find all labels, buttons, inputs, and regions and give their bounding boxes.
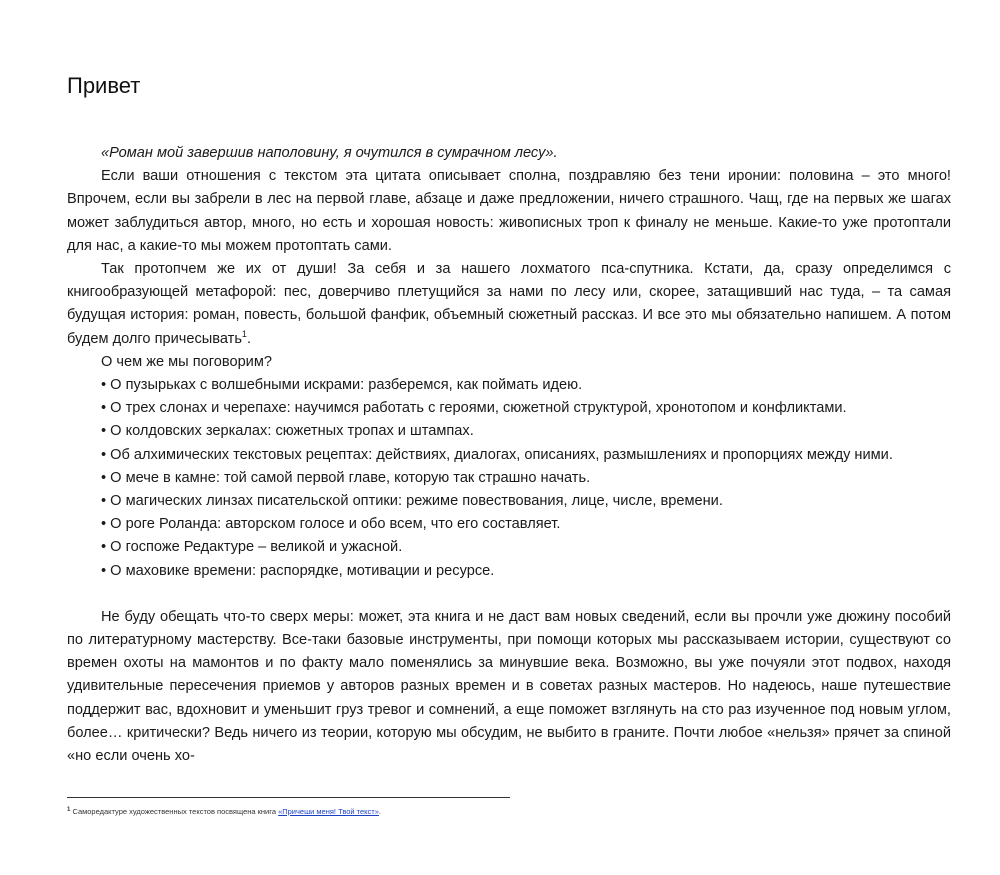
epigraph xyxy=(67,142,951,165)
footnote-mark: 1 xyxy=(67,807,71,813)
list-item: • О пузырьках с волшебными искрами: разберемся, как поймать идею. xyxy=(101,377,583,394)
paragraph-2-end: . xyxy=(246,330,251,347)
footnote-text: Саморедактуре художественных текстов посвящена книга xyxy=(72,807,279,816)
page-title: Привет xyxy=(67,73,141,98)
list-item: • Об алхимических текстовых рецептах: действиях, диалогах, описаниях, размышлениях и пропорциях между ними. xyxy=(101,446,893,463)
list-item: • О маховике времени: распорядке, мотивации и ресурсе. xyxy=(101,562,495,579)
paragraph-1: Если ваши отношения с текстом эта цитата описывает сполна, поздравляю без тени иронии: половина – это много! Впрочем, если вы забрели в лес на первой главе, абзаце и даже предложении, ничего страшного. Чащ, где на первых же шагах может заблудиться автор, много, но есть и хорошая новость: живописных троп к финалу не меньше. Какие-то уже протоптали для нас, а какие-то мы можем протоптать сами. xyxy=(67,168,951,254)
footnote-reference[interactable]: 1 xyxy=(241,328,247,339)
list-item: • О колдовских зеркалах: сюжетных тропах и штампах. xyxy=(101,423,474,440)
footnote-divider xyxy=(67,797,510,798)
question-line: О чем же мы поговорим? xyxy=(101,353,272,370)
footnote-book-link[interactable]: «Причеши меня! Твой текст» xyxy=(278,807,379,816)
list-item: • О магических линзах писательской оптики: режиме повествования, лице, числе, времени. xyxy=(101,493,723,510)
list-item: • О мече в камне: той самой первой главе, которую так страшно начать. xyxy=(101,469,591,486)
footnote xyxy=(67,807,381,817)
paragraph-2 xyxy=(67,258,951,351)
paragraph-3: Не буду обещать что-то сверх меры: может, эта книга и не даст вам новых сведений, если вы прочли уже дюжину пособий по литературному мастерству. Все-таки базовые инструменты, при помощи которых мы рассказываем истории, существуют со времен охоты на мамонтов и по факту мало поменялись за минувшие века. Возможно, вы уже почуяли этот подвох, находя удивительные пересечения приемов у авторов разных времен и в советах разных мастеров. Но надеюсь, наше путешествие поддержит вас, вдохновит и уменьшит груз тревог и сомнений, а еще поможет взглянуть на сто раз изученное под новым углом, более… критически? Ведь ничего из теории, которую мы обсудим, не выбито в граните. Почти любое «нельзя» прячет за спиной «но если очень хо- xyxy=(67,608,951,765)
chapter-body xyxy=(67,142,951,768)
footnote-end: . xyxy=(378,807,382,816)
paragraph-2-text: Так протопчем же их от души! За себя и за нашего лохматого пса-спутника. Кстати, да, сразу определимся с книгообразующей метафорой: пес, доверчиво плетущийся за нами по лесу или, скорее, затащивший нас туда, – та самая будущая история: роман, повесть, большой фанфик, объемный сюжетный рассказ. И все это мы обязательно напишем. А потом будем долго причесывать xyxy=(67,261,951,347)
list-item: • О трех слонах и черепахе: научимся работать с героями, сюжетной структурой, хронотопом и конфликтами. xyxy=(101,400,847,417)
epigraph-text: «Роман мой завершив наполовину, я очутился в сумрачном лесу». xyxy=(101,145,558,161)
list-item: • О госпоже Редактуре – великой и ужасной. xyxy=(101,539,403,556)
list-item: • О роге Роланда: авторском голосе и обо всем, что его составляет. xyxy=(101,516,561,533)
